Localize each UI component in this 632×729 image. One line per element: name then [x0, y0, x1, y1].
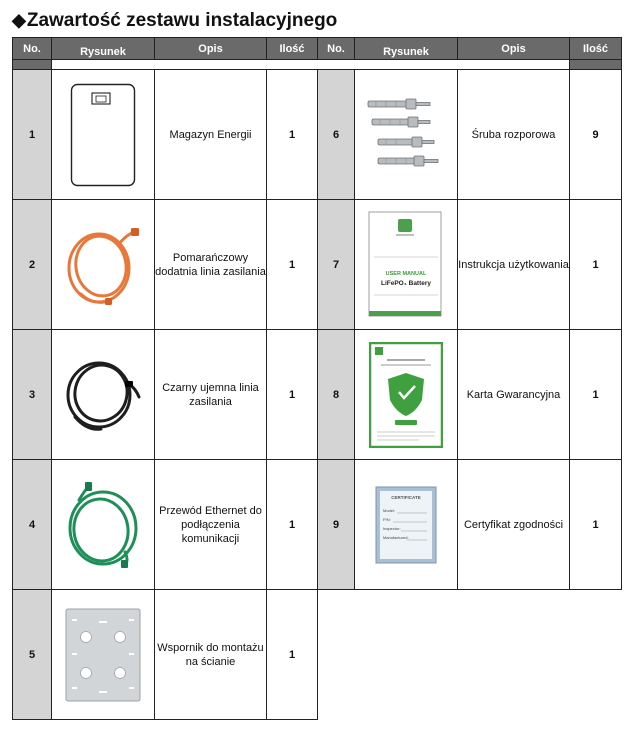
item-quantity: 1	[570, 460, 622, 590]
item-number: 3	[13, 330, 52, 460]
manual-cover-subtitle: LiFePO₄ Battery	[380, 279, 432, 287]
item-picture	[355, 200, 458, 330]
item-number: 1	[13, 70, 52, 200]
item-description: Czarny ujemna linia zasilania	[155, 330, 267, 460]
item-number: 4	[13, 460, 52, 590]
certificate-field-model: Model:	[383, 507, 396, 513]
warranty-card-icon	[369, 342, 443, 448]
header-no: No.	[13, 38, 52, 60]
item-picture	[52, 200, 155, 330]
manual-cover-heading: USER MANUAL	[385, 270, 427, 277]
user-manual-icon	[368, 211, 444, 319]
expansion-bolts-icon	[366, 96, 446, 174]
header-row	[13, 38, 622, 60]
table-row	[13, 200, 622, 330]
item-quantity: 1	[570, 200, 622, 330]
empty-cell	[318, 590, 622, 720]
header-quantity-2: Ilość	[570, 38, 622, 60]
item-picture	[355, 460, 458, 590]
battery-unit-icon	[70, 83, 136, 187]
header-picture-label: Rysunek	[80, 45, 126, 58]
item-quantity: 1	[267, 70, 318, 200]
certificate-heading: CERTIFICATE	[391, 494, 421, 500]
item-description: Przewód Ethernet do podłączenia komunikacji	[155, 460, 267, 590]
diamond-bullet-icon: ◆	[12, 10, 26, 30]
spacer-cell-right	[570, 60, 622, 70]
header-picture-label-2: Rysunek	[383, 45, 429, 58]
certificate-icon	[375, 486, 437, 564]
item-description: Pomarańczowy dodatnia linia zasilania	[155, 200, 267, 330]
table-row	[13, 460, 622, 590]
item-description: Karta Gwarancyjna	[458, 330, 570, 460]
item-picture	[52, 590, 155, 720]
item-description: Wspornik do montażu na ścianie	[155, 590, 267, 720]
header-picture	[52, 38, 155, 60]
item-picture	[355, 330, 458, 460]
item-number: 6	[318, 70, 355, 200]
item-quantity: 1	[267, 330, 318, 460]
item-number: 8	[318, 330, 355, 460]
page-title-text: Zawartość zestawu instalacyjnego	[26, 10, 338, 31]
header-description: Opis	[155, 38, 267, 60]
item-number: 2	[13, 200, 52, 330]
spacer-cell-left	[13, 60, 52, 70]
item-quantity: 1	[267, 200, 318, 330]
item-quantity: 9	[570, 70, 622, 200]
installation-kit-table	[12, 37, 622, 720]
table-row	[13, 330, 622, 460]
header-spacer-row	[13, 60, 622, 70]
orange-power-cable-icon	[61, 222, 145, 308]
item-description: Certyfikat zgodności	[458, 460, 570, 590]
item-number: 5	[13, 590, 52, 720]
green-ethernet-cable-icon	[63, 480, 143, 570]
item-description: Instrukcja użytkowania	[458, 200, 570, 330]
item-description: Magazyn Energii	[155, 70, 267, 200]
certificate-field-inspector: Inspector:	[383, 525, 401, 531]
header-no-2: No.	[318, 38, 355, 60]
spacer-cell-middle	[52, 60, 570, 70]
item-quantity: 1	[570, 330, 622, 460]
item-description: Śruba rozporowa	[458, 70, 570, 200]
item-number: 9	[318, 460, 355, 590]
wall-bracket-icon	[64, 607, 142, 703]
certificate-field-pn: P/N:	[383, 516, 391, 522]
table-row	[13, 590, 622, 720]
page-title	[12, 8, 337, 32]
black-power-cable-icon	[61, 353, 145, 437]
item-picture	[52, 330, 155, 460]
header-description-2: Opis	[458, 38, 570, 60]
header-quantity: Ilość	[267, 38, 318, 60]
item-picture	[355, 70, 458, 200]
item-number: 7	[318, 200, 355, 330]
header-picture-2	[355, 38, 458, 60]
item-picture	[52, 460, 155, 590]
item-quantity: 1	[267, 460, 318, 590]
item-quantity: 1	[267, 590, 318, 720]
certificate-field-manufactured: Manufactured:	[383, 534, 409, 540]
item-picture	[52, 70, 155, 200]
table-row	[13, 70, 622, 200]
